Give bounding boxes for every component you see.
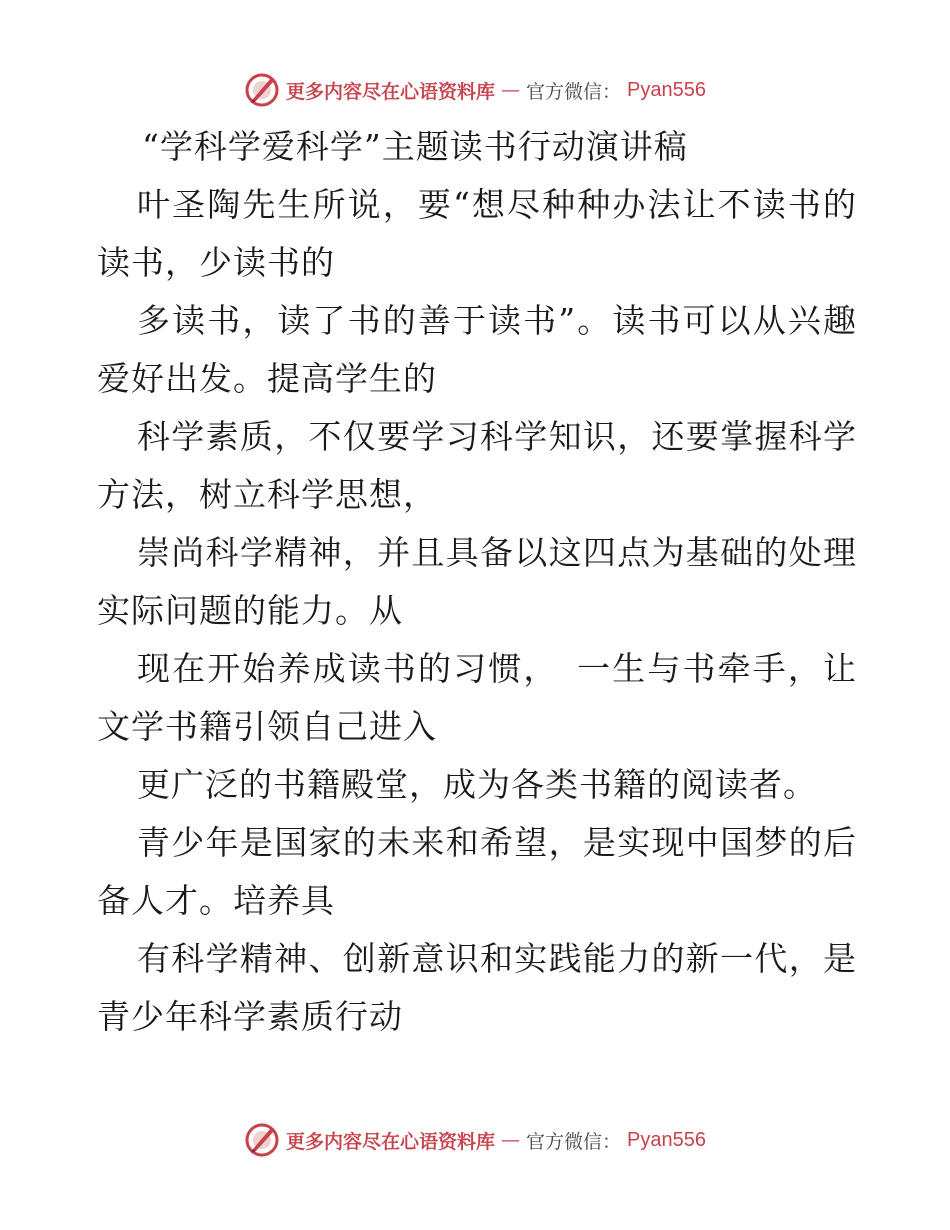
paragraph-text: 青少年是国家的未来和希望，是实现中国梦的后备人才。培养具: [97, 823, 857, 920]
paragraph: [97, 524, 857, 640]
header-wechat-id: Pyan556: [627, 78, 706, 101]
paragraph: [97, 814, 857, 930]
paragraph-text: 科学素质，不仅要学习科学知识，还要掌握科学方法，树立科学思想，: [97, 417, 857, 514]
paragraph-text: 叶圣陶先生所说，要“想尽种种办法让不读书的读书，少读书的: [97, 185, 857, 282]
quill-pen-logo-icon: [244, 72, 280, 108]
header-official-label: 官方微信：: [526, 80, 622, 103]
header-banner: [0, 70, 950, 110]
document-body: [97, 118, 857, 1046]
paragraph-text: 崇尚科学精神，并且具备以这四点为基础的处理实际问题的能力。从: [97, 533, 857, 630]
footer-brand-text: 更多内容尽在心语资料库: [286, 1130, 496, 1153]
footer-dash: —: [501, 1129, 521, 1151]
paragraph: [97, 640, 857, 756]
paragraph: [97, 930, 857, 1046]
header-dash: —: [501, 79, 521, 101]
paragraph-text: 有科学精神、创新意识和实践能力的新一代，是青少年科学素质行动: [97, 939, 857, 1036]
document-title: “学科学爱科学”主题读书行动演讲稿: [142, 127, 688, 166]
paragraph-text: 更广泛的书籍殿堂，成为各类书籍的阅读者。: [137, 765, 817, 804]
paragraph: [97, 176, 857, 292]
paragraph: [97, 756, 857, 814]
header-brand-text: 更多内容尽在心语资料库: [286, 80, 496, 103]
footer-official-label: 官方微信：: [526, 1130, 622, 1153]
footer-banner: [0, 1120, 950, 1160]
paragraph: [97, 292, 857, 408]
paragraph-list: [97, 176, 857, 1046]
paragraph-text: 现在开始养成读书的习惯， 一生与书牵手，让文学书籍引领自己进入: [97, 649, 857, 746]
quill-pen-logo-icon: [244, 1122, 280, 1158]
paragraph-text: 多读书，读了书的善于读书”。读书可以从兴趣爱好出发。提高学生的: [97, 301, 857, 398]
footer-wechat-id: Pyan556: [627, 1128, 706, 1151]
paragraph: [97, 408, 857, 524]
